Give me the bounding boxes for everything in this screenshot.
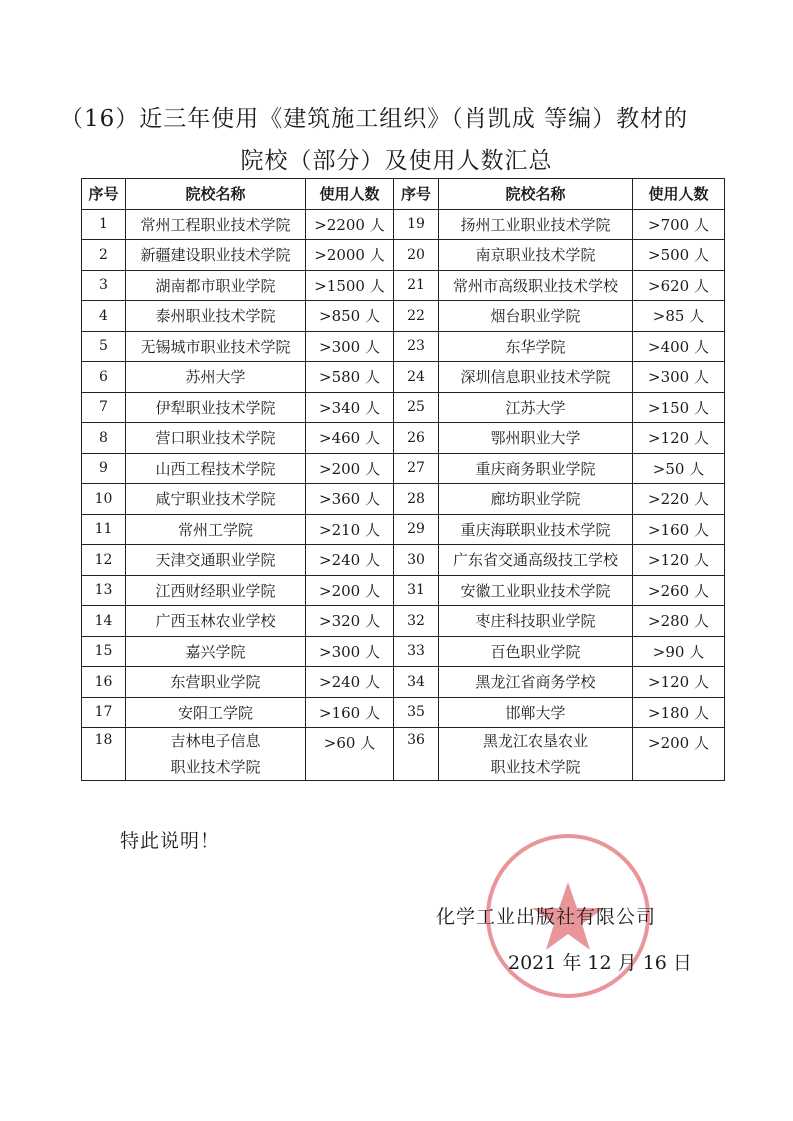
cell-no: 14 xyxy=(82,606,126,637)
cell-no: 4 xyxy=(82,301,126,332)
table-row xyxy=(82,667,725,698)
usage-table xyxy=(81,178,725,781)
table-row xyxy=(82,514,725,545)
cell-school-line: 吉林电子信息 xyxy=(170,732,261,750)
cell-school: 重庆海联职业技术学院 xyxy=(439,514,633,545)
cell-no: 22 xyxy=(394,301,439,332)
cell-no: 21 xyxy=(394,270,439,301)
cell-no: 1 xyxy=(82,209,126,240)
cell-count: >180 人 xyxy=(633,697,725,728)
cell-count: >210 人 xyxy=(306,514,394,545)
cell-no: 17 xyxy=(82,697,126,728)
cell-no: 18 xyxy=(82,728,126,781)
header-count-2: 使用人数 xyxy=(633,179,725,210)
cell-count: >300 人 xyxy=(633,362,725,393)
cell-no: 35 xyxy=(394,697,439,728)
cell-count: >240 人 xyxy=(306,667,394,698)
cell-no: 2 xyxy=(82,240,126,271)
cell-school: 枣庄科技职业学院 xyxy=(439,606,633,637)
cell-no: 7 xyxy=(82,392,126,423)
table-row xyxy=(82,301,725,332)
cell-no: 34 xyxy=(394,667,439,698)
cell-count: >260 人 xyxy=(633,575,725,606)
cell-school: 江西财经职业学院 xyxy=(126,575,306,606)
cell-school: 烟台职业学院 xyxy=(439,301,633,332)
cell-school: 江苏大学 xyxy=(439,392,633,423)
table-row xyxy=(82,270,725,301)
cell-school: 苏州大学 xyxy=(126,362,306,393)
cell-count: >160 人 xyxy=(306,697,394,728)
cell-no: 23 xyxy=(394,331,439,362)
cell-count: >85 人 xyxy=(633,301,725,332)
cell-no: 28 xyxy=(394,484,439,515)
table-row xyxy=(82,728,725,781)
table-row xyxy=(82,575,725,606)
table-row xyxy=(82,636,725,667)
cell-count: >500 人 xyxy=(633,240,725,271)
header-no-1: 序号 xyxy=(82,179,126,210)
cell-count: >200 人 xyxy=(633,728,725,781)
table-row xyxy=(82,362,725,393)
cell-school xyxy=(126,728,306,781)
table-row xyxy=(82,423,725,454)
cell-count: >1500 人 xyxy=(306,270,394,301)
table-row xyxy=(82,240,725,271)
cell-no: 19 xyxy=(394,209,439,240)
cell-count: >50 人 xyxy=(633,453,725,484)
cell-count: >150 人 xyxy=(633,392,725,423)
cell-count: >700 人 xyxy=(633,209,725,240)
table-row xyxy=(82,697,725,728)
header-no-2: 序号 xyxy=(394,179,439,210)
cell-count: >120 人 xyxy=(633,545,725,576)
cell-no: 27 xyxy=(394,453,439,484)
cell-no: 33 xyxy=(394,636,439,667)
cell-count: >850 人 xyxy=(306,301,394,332)
cell-count: >200 人 xyxy=(306,453,394,484)
cell-no: 24 xyxy=(394,362,439,393)
cell-school: 常州工学院 xyxy=(126,514,306,545)
cell-count: >160 人 xyxy=(633,514,725,545)
cell-no: 26 xyxy=(394,423,439,454)
cell-school-line: 黑龙江农垦农业 xyxy=(482,732,588,750)
cell-no: 8 xyxy=(82,423,126,454)
cell-school xyxy=(439,728,633,781)
document-date: 2021 年 12 月 16 日 xyxy=(508,952,692,974)
header-count-1: 使用人数 xyxy=(306,179,394,210)
header-school-2: 院校名称 xyxy=(439,179,633,210)
table-row xyxy=(82,606,725,637)
cell-no: 12 xyxy=(82,545,126,576)
cell-school: 常州市高级职业技术学校 xyxy=(439,270,633,301)
cell-school: 湖南都市职业学院 xyxy=(126,270,306,301)
cell-count: >200 人 xyxy=(306,575,394,606)
cell-school: 百色职业学院 xyxy=(439,636,633,667)
cell-school: 天津交通职业学院 xyxy=(126,545,306,576)
cell-no: 32 xyxy=(394,606,439,637)
cell-count: >340 人 xyxy=(306,392,394,423)
cell-no: 11 xyxy=(82,514,126,545)
cell-no: 5 xyxy=(82,331,126,362)
cell-count: >460 人 xyxy=(306,423,394,454)
cell-count: >120 人 xyxy=(633,667,725,698)
cell-count: >580 人 xyxy=(306,362,394,393)
cell-school: 新疆建设职业技术学院 xyxy=(126,240,306,271)
cell-no: 29 xyxy=(394,514,439,545)
cell-no: 13 xyxy=(82,575,126,606)
cell-school: 南京职业技术学院 xyxy=(439,240,633,271)
cell-school: 营口职业技术学院 xyxy=(126,423,306,454)
cell-count: >120 人 xyxy=(633,423,725,454)
cell-school: 深圳信息职业技术学院 xyxy=(439,362,633,393)
cell-count: >300 人 xyxy=(306,331,394,362)
cell-count: >2000 人 xyxy=(306,240,394,271)
cell-school: 鄂州职业大学 xyxy=(439,423,633,454)
cell-no: 6 xyxy=(82,362,126,393)
cell-no: 30 xyxy=(394,545,439,576)
cell-school: 常州工程职业技术学院 xyxy=(126,209,306,240)
cell-no: 16 xyxy=(82,667,126,698)
cell-school: 廊坊职业学院 xyxy=(439,484,633,515)
cell-school: 伊犁职业技术学院 xyxy=(126,392,306,423)
cell-count: >90 人 xyxy=(633,636,725,667)
cell-count: >400 人 xyxy=(633,331,725,362)
cell-school-line: 职业技术学院 xyxy=(170,758,261,776)
closing-note: 特此说明！ xyxy=(120,830,221,852)
title-line-1: （16）近三年使用《建筑施工组织》（肖凯成 等编）教材的 xyxy=(60,106,689,132)
cell-count: >280 人 xyxy=(633,606,725,637)
cell-school: 黑龙江省商务学校 xyxy=(439,667,633,698)
cell-no: 31 xyxy=(394,575,439,606)
cell-no: 15 xyxy=(82,636,126,667)
cell-count: >220 人 xyxy=(633,484,725,515)
cell-school: 泰州职业技术学院 xyxy=(126,301,306,332)
cell-count: >620 人 xyxy=(633,270,725,301)
cell-school: 邯郸大学 xyxy=(439,697,633,728)
cell-school: 安徽工业职业技术学院 xyxy=(439,575,633,606)
cell-count: >2200 人 xyxy=(306,209,394,240)
header-school-1: 院校名称 xyxy=(126,179,306,210)
cell-school: 东华学院 xyxy=(439,331,633,362)
cell-no: 25 xyxy=(394,392,439,423)
table-row xyxy=(82,392,725,423)
title-line-2: 院校（部分）及使用人数汇总 xyxy=(240,148,553,174)
cell-count: >60 人 xyxy=(306,728,394,781)
publisher-name: 化学工业出版社有限公司 xyxy=(436,906,657,928)
table-row xyxy=(82,545,725,576)
table-row xyxy=(82,484,725,515)
cell-school: 安阳工学院 xyxy=(126,697,306,728)
cell-school: 嘉兴学院 xyxy=(126,636,306,667)
cell-no: 9 xyxy=(82,453,126,484)
cell-no: 20 xyxy=(394,240,439,271)
cell-no: 36 xyxy=(394,728,439,781)
cell-school: 扬州工业职业技术学院 xyxy=(439,209,633,240)
cell-school: 重庆商务职业学院 xyxy=(439,453,633,484)
cell-count: >300 人 xyxy=(306,636,394,667)
table-header-row xyxy=(82,179,725,210)
cell-count: >240 人 xyxy=(306,545,394,576)
cell-no: 3 xyxy=(82,270,126,301)
cell-school-line: 职业技术学院 xyxy=(490,758,581,776)
cell-school: 广西玉林农业学校 xyxy=(126,606,306,637)
cell-no: 10 xyxy=(82,484,126,515)
cell-school: 东营职业学院 xyxy=(126,667,306,698)
cell-school: 广东省交通高级技工学校 xyxy=(439,545,633,576)
cell-count: >320 人 xyxy=(306,606,394,637)
cell-school: 咸宁职业技术学院 xyxy=(126,484,306,515)
cell-school: 山西工程技术学院 xyxy=(126,453,306,484)
cell-school: 无锡城市职业技术学院 xyxy=(126,331,306,362)
table-row xyxy=(82,331,725,362)
cell-count: >360 人 xyxy=(306,484,394,515)
table-row xyxy=(82,209,725,240)
table-row xyxy=(82,453,725,484)
